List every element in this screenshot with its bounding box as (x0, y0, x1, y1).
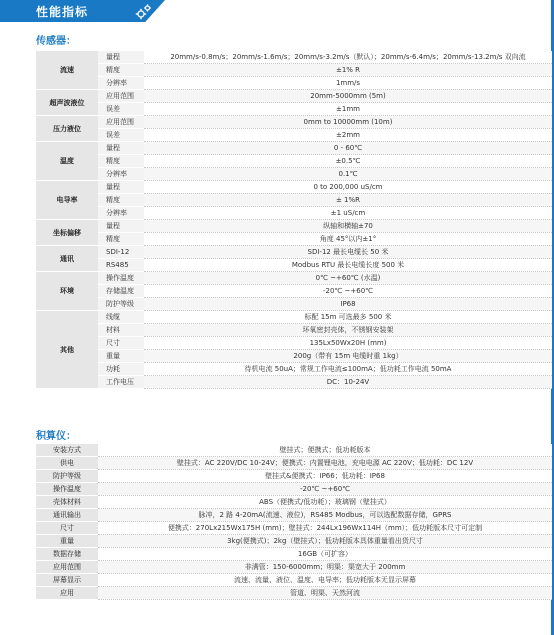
table-row (36, 116, 552, 129)
value-cell: -20℃ ~+60℃ (98, 483, 552, 496)
category-cell: 超声波液位 (36, 90, 98, 116)
table-row (36, 311, 552, 324)
value-cell: 3kg(便携式)；2kg（壁挂式）；低功耗版本具体重量看出货尺寸 (98, 535, 552, 548)
parameter-cell: 操作温度 (98, 272, 144, 285)
table-row (36, 337, 552, 350)
value-cell: 0℃ ~+60℃ (水温) (144, 272, 552, 285)
value-cell: 标配 15m 可选最多 500 米 (144, 311, 552, 324)
table-row (36, 64, 552, 77)
parameter-cell: 精度 (98, 155, 144, 168)
sensor-spec-table (36, 51, 552, 389)
table-row (36, 181, 552, 194)
category-cell: 通讯输出 (36, 509, 98, 522)
parameter-cell: 重量 (98, 350, 144, 363)
category-cell: 应用 (36, 587, 98, 600)
value-cell: 壁挂式：AC 220V/DC 10-24V；便携式：内置锂电池，充电电源 AC 220V；低功耗：DC 12V (98, 457, 552, 470)
parameter-cell: 误差 (98, 103, 144, 116)
table-row (36, 168, 552, 181)
gear-icon (133, 2, 153, 22)
category-cell: 壳体材料 (36, 496, 98, 509)
value-cell: ±1% R (144, 64, 552, 77)
parameter-cell: 防护等级 (98, 298, 144, 311)
value-cell: 0 - 60℃ (144, 142, 552, 155)
value-cell: 环氧密封壳体，不锈钢安装架 (144, 324, 552, 337)
value-cell: ±0.5℃ (144, 155, 552, 168)
value-cell: 0.1℃ (144, 168, 552, 181)
parameter-cell: 应用范围 (98, 90, 144, 103)
category-cell: 流速 (36, 51, 98, 90)
category-cell: 屏幕显示 (36, 574, 98, 587)
value-cell: SDI-12 最长电缆长 50 米 (144, 246, 552, 259)
page-title: 性能指标 (36, 5, 89, 19)
table-row (36, 522, 552, 535)
category-cell: 防护等级 (36, 470, 98, 483)
category-cell: 环境 (36, 272, 98, 311)
category-cell: 温度 (36, 142, 98, 181)
parameter-cell: 量程 (98, 220, 144, 233)
parameter-cell: 分辨率 (98, 168, 144, 181)
parameter-cell: 尺寸 (98, 337, 144, 350)
table-row (36, 535, 552, 548)
category-cell: 供电 (36, 457, 98, 470)
parameter-cell: 存储温度 (98, 285, 144, 298)
table-row (36, 376, 552, 389)
parameter-cell: 精度 (98, 194, 144, 207)
parameter-cell: 分辨率 (98, 207, 144, 220)
category-cell: 安装方式 (36, 444, 98, 457)
table-row (36, 444, 552, 457)
table-row (36, 298, 552, 311)
value-cell: 待机电流 50uA；常规工作电流≤100mA；低功耗工作电流 50mA (144, 363, 552, 376)
parameter-cell: 误差 (98, 129, 144, 142)
table-row (36, 285, 552, 298)
parameter-cell: 功耗 (98, 363, 144, 376)
value-cell: ±1 uS/cm (144, 207, 552, 220)
category-cell: 坐标偏移 (36, 220, 98, 246)
value-cell: 壁挂式；便携式；低功耗版本 (98, 444, 552, 457)
table-row (36, 194, 552, 207)
category-cell: 其他 (36, 311, 98, 389)
table-row (36, 324, 552, 337)
sensor-section-title: 传感器： (36, 36, 76, 47)
value-cell: 角度 45°以内±1° (144, 233, 552, 246)
table-row (36, 207, 552, 220)
table-row (36, 233, 552, 246)
value-cell: 200g（带有 15m 电缆时重 1kg） (144, 350, 552, 363)
table-row (36, 246, 552, 259)
table-row (36, 77, 552, 90)
parameter-cell: 量程 (98, 181, 144, 194)
table-row (36, 90, 552, 103)
value-cell: 0mm to 10000mm (10m) (144, 116, 552, 129)
parameter-cell: 量程 (98, 51, 144, 64)
table-row (36, 259, 552, 272)
value-cell: 脉冲，2 路 4-20mA(流速、液位)，RS485 Modbus，可以选配数据存储，GPRS (98, 509, 552, 522)
parameter-cell: RS485 (98, 259, 144, 272)
value-cell: Modbus RTU 最长电缆长度 500 米 (144, 259, 552, 272)
value-cell: 管道、明渠、天然河流 (98, 587, 552, 600)
value-cell: 135Lx50Wx20H (mm) (144, 337, 552, 350)
value-cell: 0 to 200,000 uS/cm (144, 181, 552, 194)
value-cell: 20mm/s-0.8m/s；20mm/s-1.6m/s；20mm/s-3.2m/s（默认）；20mm/s-6.4m/s；20mm/s-13.2m/s 双向流 (144, 51, 552, 64)
parameter-cell: 量程 (98, 142, 144, 155)
table-row (36, 272, 552, 285)
table-row (36, 155, 552, 168)
table-row (36, 51, 552, 64)
meter-section-title: 积算仪： (36, 431, 76, 442)
value-cell: 纵轴和横轴±70 (144, 220, 552, 233)
value-cell: ABS（便携式/低功耗）；玻璃钢（壁挂式） (98, 496, 552, 509)
category-cell: 操作温度 (36, 483, 98, 496)
table-row (36, 574, 552, 587)
parameter-cell: SDI-12 (98, 246, 144, 259)
parameter-cell: 线缆 (98, 311, 144, 324)
category-cell: 数据存储 (36, 548, 98, 561)
table-row (36, 220, 552, 233)
value-cell: ±1mm (144, 103, 552, 116)
value-cell: 16GB（可扩容） (98, 548, 552, 561)
parameter-cell: 精度 (98, 233, 144, 246)
value-cell: 1mm/s (144, 77, 552, 90)
table-row (36, 142, 552, 155)
value-cell: -20℃ ~+60℃ (144, 285, 552, 298)
table-row (36, 129, 552, 142)
parameter-cell: 材料 (98, 324, 144, 337)
meter-spec-table (36, 444, 552, 600)
value-cell: 20mm-5000mm (5m) (144, 90, 552, 103)
table-row (36, 470, 552, 483)
category-cell: 通讯 (36, 246, 98, 272)
value-cell: DC：10-24V (144, 376, 552, 389)
value-cell: 非满管：150-6000mm；明渠：渠宽大于 200mm (98, 561, 552, 574)
table-row (36, 561, 552, 574)
table-row (36, 509, 552, 522)
table-row (36, 457, 552, 470)
table-row (36, 496, 552, 509)
category-cell: 重量 (36, 535, 98, 548)
category-cell: 尺寸 (36, 522, 98, 535)
value-cell: ± 1%R (144, 194, 552, 207)
value-cell: 流速、流量、液位、温度、电导率；低功耗版本无显示屏幕 (98, 574, 552, 587)
table-row (36, 103, 552, 116)
value-cell: 便携式：270Lx215Wx175H (mm)；壁挂式：244Lx196Wx114H（mm）；低功耗版本尺寸可定制 (98, 522, 552, 535)
table-row (36, 363, 552, 376)
parameter-cell: 工作电压 (98, 376, 144, 389)
parameter-cell: 应用范围 (98, 116, 144, 129)
value-cell: 壁挂式&便携式：IP66；低功耗：IP68 (98, 470, 552, 483)
value-cell: ±2mm (144, 129, 552, 142)
table-row (36, 350, 552, 363)
parameter-cell: 分辨率 (98, 77, 144, 90)
category-cell: 压力液位 (36, 116, 98, 142)
table-row (36, 587, 552, 600)
table-row (36, 483, 552, 496)
parameter-cell: 精度 (98, 64, 144, 77)
table-row (36, 548, 552, 561)
category-cell: 应用范围 (36, 561, 98, 574)
value-cell: IP68 (144, 298, 552, 311)
category-cell: 电导率 (36, 181, 98, 220)
